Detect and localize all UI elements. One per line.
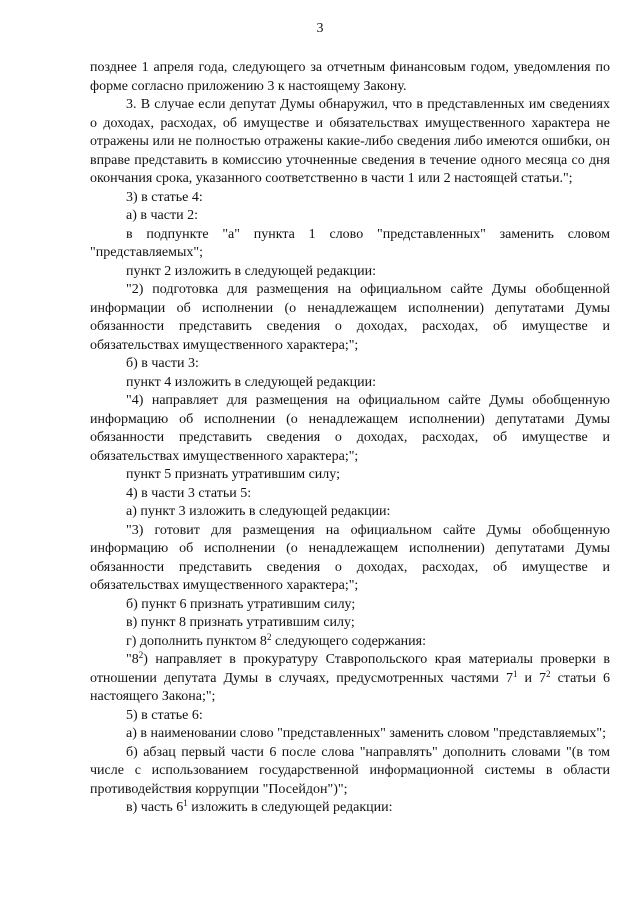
paragraph: б) пункт 6 признать утратившим силу; [126, 596, 356, 612]
superscript: 1 [512, 668, 518, 679]
paragraph: "3) готовит для размещения на официальном сайте Думы обобщенную информацию об исполнении (о ненадлежащем исполнении) депутатами Думы обязанности представить сведения о доходах, расходах, об имуществе и обязательствах имущественного характера;"; [90, 522, 610, 593]
paragraph: 5) в статье 6: [126, 707, 203, 723]
paragraph: "2) подготовка для размещения на официальном сайте Думы обобщенной информации об исполнении (о ненадлежащем исполнении) депутатами Думы обязанности представить сведения о доходах, расходах, об имуществе и обязательствах имущественного характера;"; [90, 282, 610, 353]
text-run: статьи 6 настоящего Закона;"; [90, 670, 610, 704]
text-run: "8 [126, 652, 139, 667]
paragraph: в подпункте "а" пункта 1 слово "представленных" заменить словом "представляемых"; [90, 226, 610, 260]
paragraph: пункт 2 изложить в следующей редакции: [126, 263, 376, 279]
superscript: 2 [266, 631, 272, 642]
paragraph: пункт 4 изложить в следующей редакции: [126, 374, 376, 390]
superscript: 1 [183, 798, 188, 808]
text-run: следующего содержания: [271, 633, 426, 649]
text-run: ) направляет в прокуратуру Ставропольского края материалы проверки в отношении депутата Думы в случаях, предусмотренных частями 7 [90, 652, 610, 686]
text-run: изложить в следующей редакции: [187, 800, 393, 815]
paragraph: 4) в части 3 статьи 5: [126, 485, 252, 501]
paragraph: 3. В случае если депутат Думы обнаружил, что в представленных им сведениях о доходах, расходах, об имуществе и обязательствах имущественного характера не отражены или не полностью отражены какие-либо сведения либо имеются ошибки, он вправе представить в комиссию уточненные сведения в течение одного месяца со дня окончания срока, указанного соответственно в части 1 или 2 настоящей статьи."; [90, 97, 610, 186]
page-number: 3 [316, 21, 324, 36]
paragraph: 3) в статье 4: [126, 189, 203, 205]
text-run: г) дополнить пунктом 8 [126, 633, 267, 649]
paragraph: "4) направляет для размещения на официальном сайте Думы обобщенную информацию об исполнении (о ненадлежащем исполнении) депутатами Думы обязанности представить сведения о доходах, расходах, об имуществе и обязательствах имущественного характера;"; [90, 393, 610, 464]
paragraph [90, 799, 610, 818]
superscript: 2 [546, 668, 551, 679]
paragraph: пункт 5 признать утратившим силу; [126, 467, 340, 482]
paragraph [90, 633, 610, 652]
paragraph: а) в наименовании слово "представленных" заменить словом "представляемых"; [126, 726, 607, 741]
paragraph: а) пункт 3 изложить в следующей редакции: [126, 504, 391, 519]
paragraph [90, 651, 610, 707]
text-run: и 7 [517, 670, 547, 686]
paragraph: а) в части 2: [126, 208, 198, 223]
paragraph: б) в части 3: [126, 356, 199, 371]
paragraph: позднее 1 апреля года, следующего за отчетным финансовым годом, уведомления по форме согласно приложению 3 к настоящему Закону. [90, 60, 610, 94]
text-run: в) часть 6 [126, 800, 184, 815]
document-body [90, 59, 610, 818]
paragraph: б) абзац первый части 6 после слова "направлять" дополнить словами "(в том числе с использованием государственной информационной системы в области противодействия коррупции "Посейдон")"; [90, 744, 610, 797]
superscript: 2 [138, 650, 144, 660]
paragraph: в) пункт 8 признать утратившим силу; [126, 615, 355, 630]
